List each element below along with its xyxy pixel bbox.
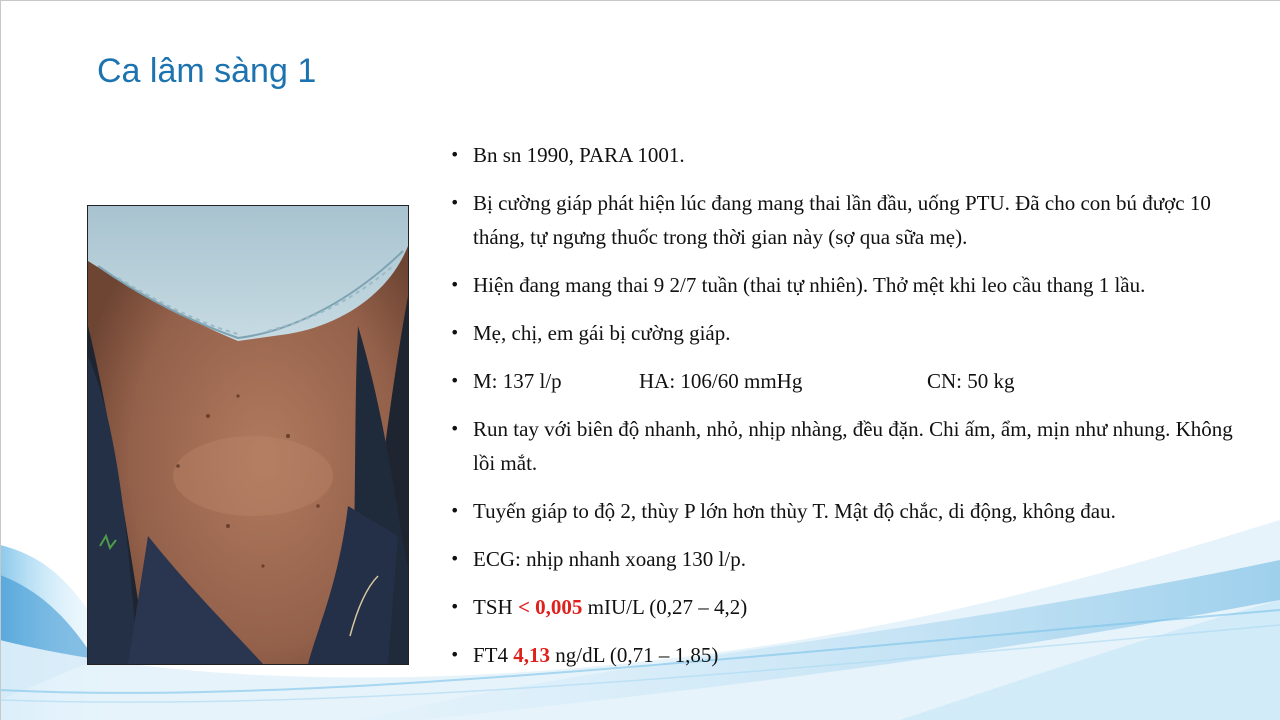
vital-weight: CN: 50 kg xyxy=(927,369,1015,393)
list-item-ft4 xyxy=(450,638,1250,672)
patient-neck-photo xyxy=(87,205,409,665)
bullet-text: Run tay với biên độ nhanh, nhỏ, nhịp nhàng, đều đặn. Chi ấm, ẩm, mịn như nhung. Không lồi mắt. xyxy=(473,417,1233,475)
vital-pulse: M: 137 l/p xyxy=(473,369,562,393)
bullet-text: Tuyến giáp to độ 2, thùy P lớn hơn thùy T. Mật độ chắc, di động, không đau. xyxy=(473,499,1116,523)
ft4-reference: ng/dL (0,71 – 1,85) xyxy=(550,643,719,667)
ft4-label: FT4 xyxy=(473,643,514,667)
bullet-text: Mẹ, chị, em gái bị cường giáp. xyxy=(473,321,731,345)
bullet-text: Hiện đang mang thai 9 2/7 tuần (thai tự nhiên). Thở mệt khi leo cầu thang 1 lầu. xyxy=(473,273,1146,297)
list-item xyxy=(450,412,1250,480)
list-item xyxy=(450,316,1250,350)
bullet-text: Bị cường giáp phát hiện lúc đang mang thai lần đầu, uống PTU. Đã cho con bú được 10 tháng, tự ngưng thuốc trong thời gian này (sợ qua sữa mẹ). xyxy=(473,191,1211,249)
patient-neck-photo-icon xyxy=(88,206,408,664)
list-item xyxy=(450,494,1250,528)
list-item xyxy=(450,268,1250,302)
bullet-text: ECG: nhịp nhanh xoang 130 l/p. xyxy=(473,547,746,571)
tsh-value: < 0,005 xyxy=(517,595,583,619)
list-item-tsh xyxy=(450,590,1250,624)
ft4-value: 4,13 xyxy=(513,643,551,667)
list-item xyxy=(450,186,1250,254)
tsh-reference: mIU/L (0,27 – 4,2) xyxy=(582,595,748,619)
slide-title: Ca lâm sàng 1 xyxy=(97,52,317,90)
clinical-findings-list xyxy=(450,138,1250,686)
vital-blood-pressure: HA: 106/60 mmHg xyxy=(639,369,803,393)
tsh-label: TSH xyxy=(473,595,518,619)
list-item xyxy=(450,138,1250,172)
bullet-text: Bn sn 1990, PARA 1001. xyxy=(473,143,685,167)
list-item-vitals xyxy=(450,364,1250,398)
list-item xyxy=(450,542,1250,576)
